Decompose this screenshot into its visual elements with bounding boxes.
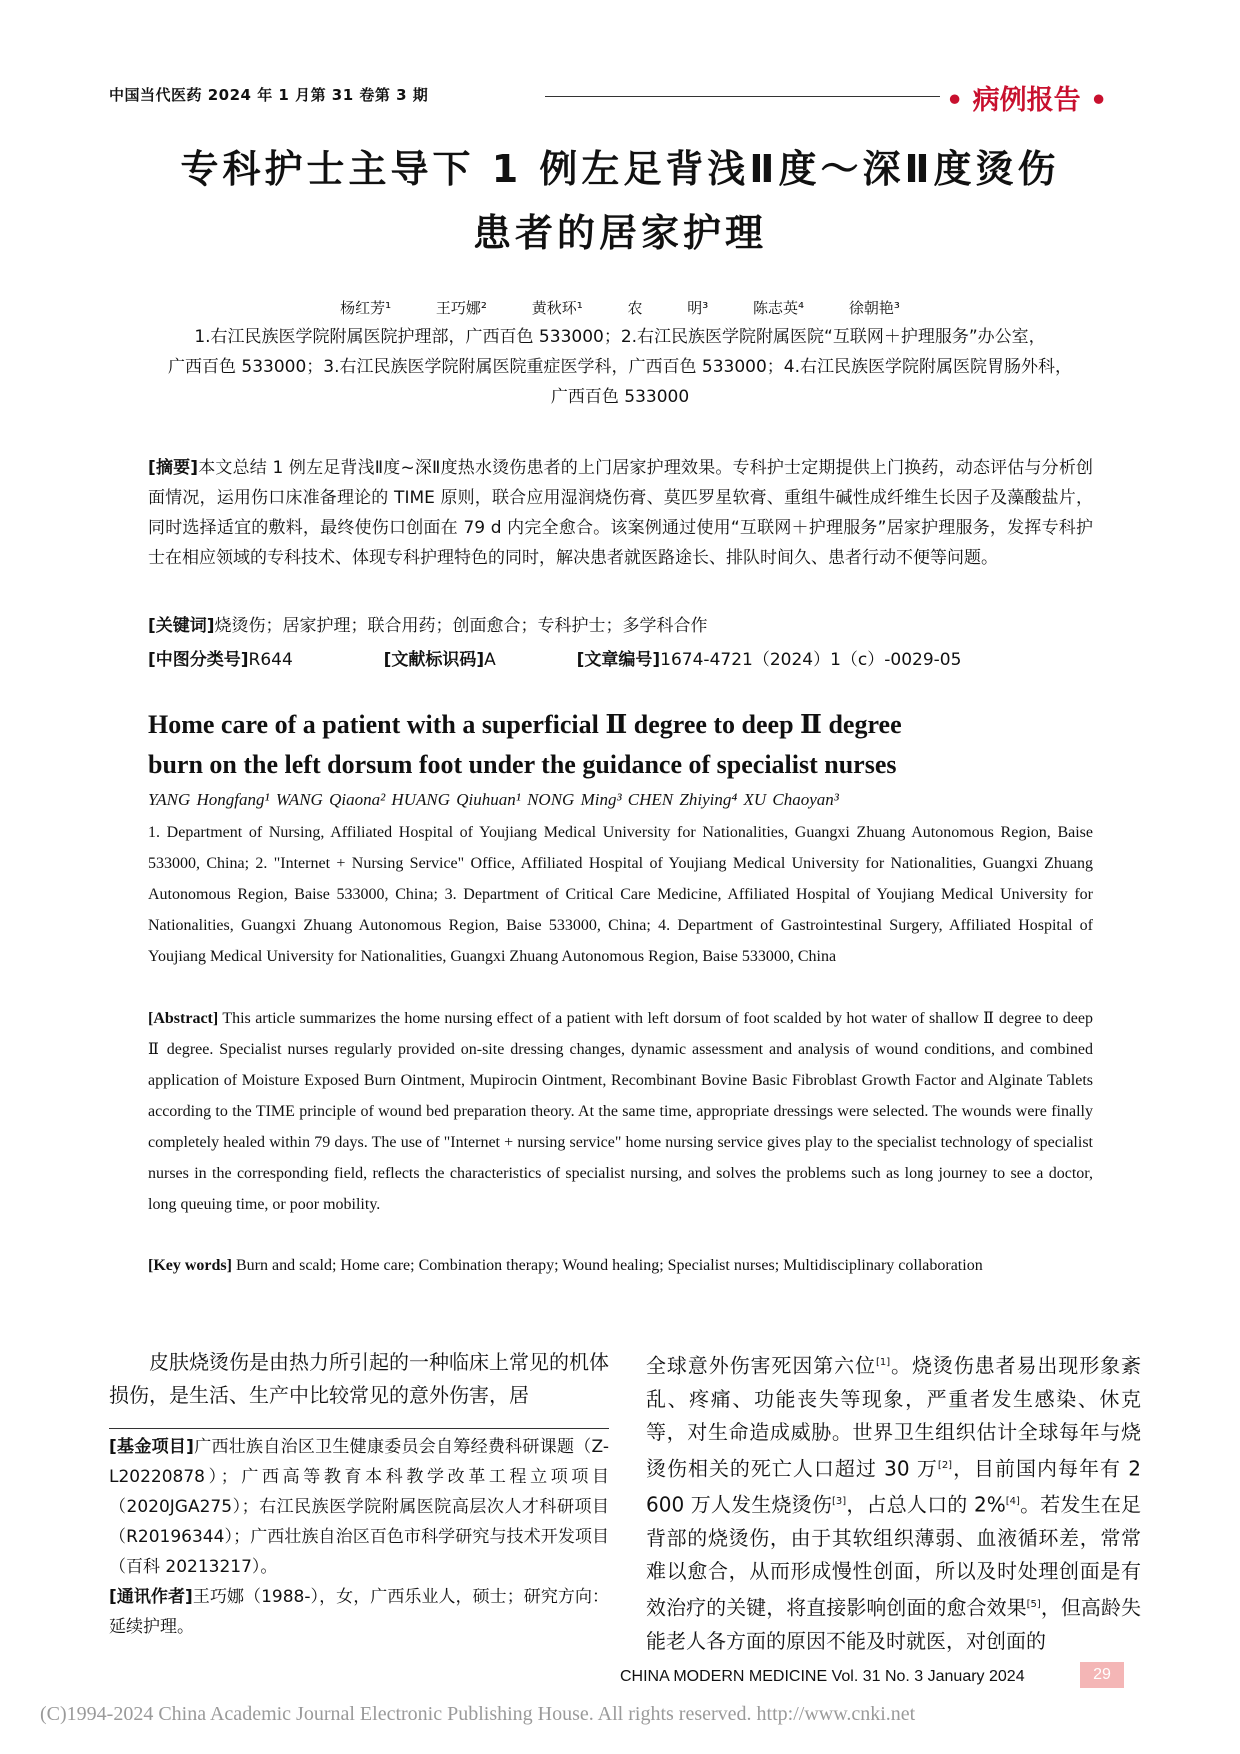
classification-row bbox=[148, 645, 1093, 670]
affiliations-en: 1. Department of Nursing, Affiliated Hospital of Youjiang Medical University for Nationalities, Guangxi Zhuang Autonomous Region, Baise 533000, China; 2. "Internet + Nursing Service" Office, Affiliated Hospital of Youjiang Medical University for Nationalities, Guangxi Zhuang Autonomous Region, Baise 533000, China; 3. Department of Critical Care Medicine, Affiliated Hospital of Youjiang Medical University for Nationalities, Guangxi Zhuang Autonomous Region, Baise 533000, China; 4. Department of Gastrointestinal Surgery, Affiliated Hospital of Youjiang Medical University for Nationalities, Guangxi Zhuang Autonomous Region, Baise 533000, China bbox=[148, 824, 1093, 965]
article-no-label: [文章编号] bbox=[576, 650, 661, 670]
doc-code-value: A bbox=[484, 650, 496, 670]
fund-text: 广西壮族自治区卫生健康委员会自筹经费科研课题（Z-L20220878）；广西高等教育本科教学改革工程立项项目（2020JGA275）；右江民族医学院附属医院高层次人才科研项目（R20196344）；广西壮族自治区百色市科学研究与技术开发项目（百科 20213217）。 bbox=[109, 1437, 609, 1577]
title-en-line2: burn on the left dorsum foot under the guidance of specialist nurses bbox=[148, 750, 897, 779]
corresponding-author bbox=[109, 1582, 609, 1642]
citation: [1] bbox=[875, 1357, 891, 1368]
abstract-cn-label: [摘要] bbox=[148, 458, 199, 478]
copyright-watermark: (C)1994-2024 China Academic Journal Electronic Publishing House. All rights reserved. http://www.cnki.net bbox=[40, 1703, 916, 1725]
citation: [3] bbox=[832, 1496, 847, 1508]
corr-label: [通讯作者] bbox=[109, 1587, 193, 1607]
fund-label: [基金项目] bbox=[109, 1437, 194, 1457]
keywords-cn-text: 烧烫伤；居家护理；联合用药；创面愈合；专科护士；多学科合作 bbox=[214, 616, 708, 636]
footer-journal: CHINA MODERN MEDICINE Vol. 31 No. 3 January 2024 bbox=[620, 1668, 1025, 1685]
section-label: • 病例报告 • bbox=[946, 85, 1108, 116]
body-text: 。烧烫伤患者易出现形象紊乱、疼痛、功能丧失等现象，严重者发生感染、休克等，对生命造成威胁。世界卫生组织估计全球每年与烧烫伤相关的死亡人口超过 30 万 bbox=[646, 1353, 1142, 1481]
doc-code-label: [文献标识码] bbox=[383, 650, 485, 670]
keywords-cn-label: [关键词] bbox=[148, 616, 215, 636]
keywords-en bbox=[148, 1250, 1093, 1281]
title-cn-line2: 患者的居家护理 bbox=[472, 211, 767, 255]
body-text: ，目前国内每年有 2 600 万人发生烧烫伤 bbox=[646, 1456, 1141, 1517]
citation: [4] bbox=[1005, 1496, 1020, 1508]
body-text: ，但高龄失能老人各方面的原因不能及时就医，对创面的 bbox=[646, 1595, 1142, 1653]
citation: [5] bbox=[1026, 1598, 1041, 1610]
body-text: ，占总人口的 2% bbox=[846, 1492, 1006, 1517]
abstract-en-text: This article summarizes the home nursing effect of a patient with left dorsum of foot scalded by hot water of shallow Ⅱ degree to deep Ⅱ degree. Specialist nurses regularly provided on-site dressing changes, dynamic assessment and analysis of wound conditions, and combined application of Moisture Exposed Burn Ointment, Mupirocin Ointment, Recombinant Bovine Basic Fibroblast Growth Factor and Alginate Tablets according to the TIME principle of wound bed preparation theory. At the same time, appropriate dressings were selected. The wounds were finally completely healed within 79 days. The use of "Internet + nursing service" home nursing service gives play to the specialist technology of specialist nurses in the corresponding field, reflects the characteristics of specialist nursing, and solves the problems such as long journey to see a doctor, long queuing time, or poor mobility. bbox=[148, 1010, 1093, 1213]
page-number: 29 bbox=[1080, 1662, 1124, 1688]
authors-cn: 杨红芳¹ 王巧娜² 黄秋环¹ 农 明³ 陈志英⁴ 徐朝艳³ bbox=[340, 299, 900, 317]
abstract-en-label: [Abstract] bbox=[148, 1010, 219, 1027]
abstract-en bbox=[148, 1003, 1093, 1220]
clc-value: R644 bbox=[248, 650, 293, 670]
article-no-value: 1674-4721（2024）1（c）-0029-05 bbox=[660, 650, 962, 670]
body-left-column: 皮肤烧烫伤是由热力所引起的一种临床上常见的机体损伤，是生活、生产中比较常见的意外伤害，居 bbox=[109, 1350, 609, 1407]
title-cn-line1: 专科护士主导下 1 例左足背浅Ⅱ度～深Ⅱ度烫伤 bbox=[180, 147, 1060, 191]
fund-footnote bbox=[109, 1432, 609, 1582]
body-text: 。若发生在足背部的烧烫伤，由于其软组织薄弱、血液循环差，常常难以愈合，从而形成慢性创面，所以及时处理创面是有效治疗的关键，将直接影响创面的愈合效果 bbox=[646, 1492, 1142, 1620]
header-rule bbox=[545, 96, 940, 97]
journal-issue: 中国当代医药 2024 年 1 月第 31 卷第 3 期 bbox=[109, 86, 429, 104]
abstract-cn-text: 本文总结 1 例左足背浅Ⅱ度~深Ⅱ度热水烫伤患者的上门居家护理效果。专科护士定期提供上门换药，动态评估与分析创面情况，运用伤口床准备理论的 TIME 原则，联合应用湿润烧伤膏、莫匹罗星软膏、重组牛碱性成纤维生长因子及藻酸盐片，同时选择适宜的敷料，最终使伤口创面在 79 d 内完全愈合。该案例通过使用“互联网＋护理服务”居家护理服务，发挥专科护士在相应领域的专科技术、体现专科护理特色的同时，解决患者就医路途长、排队时间久、患者行动不便等问题。 bbox=[148, 458, 1093, 568]
authors-en: YANG Hongfang¹ WANG Qiaona² HUANG Qiuhuan¹ NONG Ming³ CHEN Zhiying⁴ XU Chaoyan³ bbox=[148, 790, 839, 809]
footnote-rule bbox=[109, 1428, 609, 1429]
affiliations-cn bbox=[110, 322, 1130, 412]
keywords-cn bbox=[148, 611, 1093, 636]
keywords-en-label: [Key words] bbox=[148, 1257, 232, 1274]
corr-text: 王巧娜（1988-），女，广西乐业人，硕士；研究方向：延续护理。 bbox=[109, 1587, 609, 1637]
abstract-cn bbox=[148, 453, 1093, 573]
body-right-column bbox=[646, 1346, 1141, 1658]
title-en-line1: Home care of a patient with a superficial Ⅱ degree to deep Ⅱ degree bbox=[148, 710, 902, 739]
keywords-en-text: Burn and scald; Home care; Combination therapy; Wound healing; Specialist nurses; Multidisciplinary collaboration bbox=[231, 1257, 983, 1274]
citation: [2] bbox=[937, 1459, 953, 1471]
affiliation-line: 广西百色 533000 bbox=[550, 387, 690, 407]
body-text: 全球意外伤害死因第六位 bbox=[646, 1353, 876, 1378]
affiliation-line: 1.右江民族医学院附属医院护理部，广西百色 533000；2.右江民族医学院附属医院“互联网＋护理服务”办公室， bbox=[194, 327, 1046, 347]
affiliation-line: 广西百色 533000；3.右江民族医学院附属医院重症医学科，广西百色 533000；4.右江民族医学院附属医院胃肠外科， bbox=[167, 357, 1073, 377]
clc-label: [中图分类号] bbox=[148, 650, 249, 670]
